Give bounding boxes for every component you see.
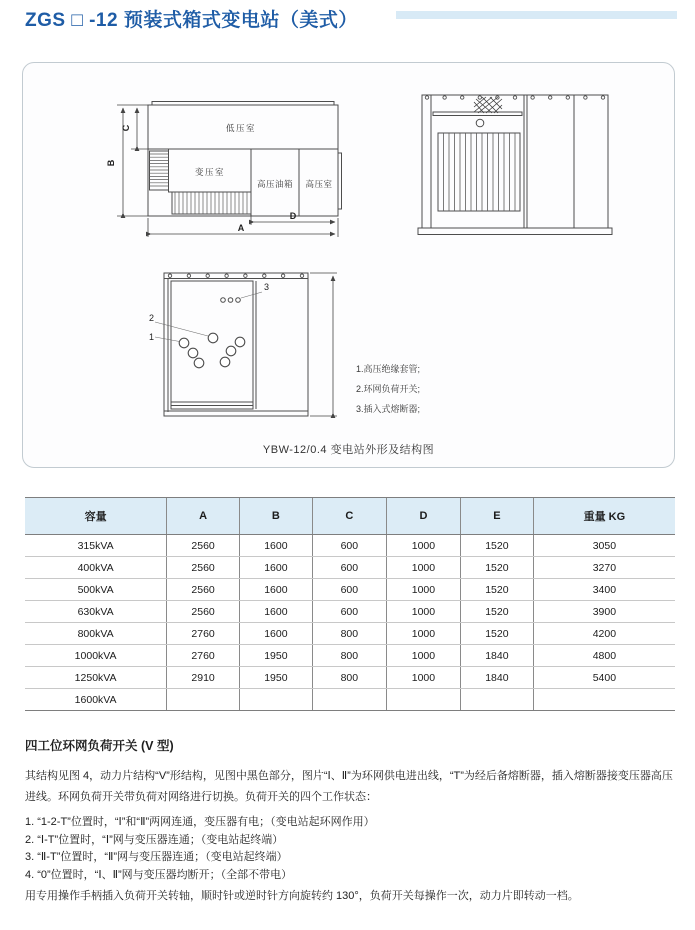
list-item: 2. “Ⅰ-T”位置时，“Ⅰ”网与变压器连通；（变电站起终端） [25,833,284,846]
section-heading: 四工位环网负荷开关 (V 型) [25,739,174,753]
plan-view-drawing [101,87,351,247]
table-cell: 315kVA [25,535,167,557]
header-d: D [386,498,460,535]
header-capacity: 容量 [25,498,167,535]
table-cell: 800 [312,667,386,689]
table-cell: 1000 [386,579,460,601]
table-cell [167,689,240,711]
table-cell: 1600 [239,623,312,645]
table-cell: 2560 [167,601,240,623]
front-bolts [425,96,604,99]
table-cell: 2910 [167,667,240,689]
table-cell [460,689,533,711]
legend-item-bushing: 1.高压绝缘套管; [356,364,421,374]
legend-item-fuse: 3.插入式熔断器; [356,404,421,414]
table-cell: 2560 [167,579,240,601]
header-b: B [239,498,312,535]
header-e: E [460,498,533,535]
table-cell: 1000 [386,623,460,645]
page-title: ZGS □ -12 预装式箱式变电站（美式） [25,10,358,31]
fuse-holes [221,298,241,303]
callout-3: 3 [264,282,270,292]
table-cell: 500kVA [25,579,167,601]
table-cell: 600 [312,535,386,557]
table-cell: 2760 [167,623,240,645]
table-cell: 5400 [533,667,675,689]
table-row [25,601,675,623]
header-weight: 重量 KG [533,498,675,535]
front-louver-grille [438,133,520,211]
table-cell: 4200 [533,623,675,645]
table-cell: 1950 [239,645,312,667]
dim-label-a: A [237,223,245,233]
front-rail [433,112,522,116]
legend-item-switch: 2.环网负荷开关; [356,384,421,394]
table-cell: 1600 [239,557,312,579]
front-view-drawing [414,87,618,247]
table-cell: 1000 [386,557,460,579]
table-cell [386,689,460,711]
room-label-transformer: 变压室 [194,167,226,177]
table-cell: 1000kVA [25,645,167,667]
table-cell: 800kVA [25,623,167,645]
table-cell: 800 [312,645,386,667]
table-cell: 3270 [533,557,675,579]
dim-label-d: D [289,211,297,221]
table-cell [312,689,386,711]
room-label-low-voltage: 低压室 [225,123,257,133]
table-cell: 600 [312,601,386,623]
table-row [25,557,675,579]
dimension-table [25,497,675,711]
table-row [25,645,675,667]
table-row [25,689,675,711]
table-row [25,535,675,557]
table-cell: 600 [312,557,386,579]
header-c: C [312,498,386,535]
structure-view-drawing [144,265,346,423]
table-cell: 1950 [239,667,312,689]
table-cell: 1840 [460,667,533,689]
table-cell: 1840 [460,645,533,667]
table-cell: 800 [312,623,386,645]
callout-2: 2 [149,313,155,323]
table-cell: 1520 [460,601,533,623]
table-row [25,667,675,689]
table-cell: 1600kVA [25,689,167,711]
header-a: A [167,498,240,535]
table-cell: 600 [312,579,386,601]
table-cell: 400kVA [25,557,167,579]
table-cell: 1600 [239,579,312,601]
table-cell: 3050 [533,535,675,557]
dim-label-c: C [121,124,131,132]
figure-legend [356,359,420,419]
table-row [25,623,675,645]
figure-panel [22,62,675,468]
table-cell: 2560 [167,557,240,579]
front-base [418,228,612,235]
bushing-holes [179,333,245,368]
table-cell: 1250kVA [25,667,167,689]
table-cell: 4800 [533,645,675,667]
list-item: 3. “Ⅱ-T”位置时，“Ⅱ”网与变压器连通；（变电站起终端） [25,851,288,863]
table-header-row [25,498,675,535]
working-states-list [25,814,677,884]
table-cell: 630kVA [25,601,167,623]
section-intro: 其结构见图 4，动力片结构“V”形结构，见图中黑色部分，图片“Ⅰ、Ⅱ”为环网供电进出线，“T”为经后备熔断器，插入熔断器接变压器高压进线。环网负荷开关带负荷对网络进行切换。负荷开关的四个工作状态： [25,770,673,803]
section-footer: 用专用操作手柄插入负荷开关转轴，顺时针或逆时针方向旋转约 130°，负荷开关每操作一次，动力片即转动一档。 [25,890,579,902]
table-cell: 1000 [386,535,460,557]
table-cell: 1520 [460,557,533,579]
table-cell: 3900 [533,601,675,623]
table-cell: 2560 [167,535,240,557]
table-cell: 1000 [386,601,460,623]
title-accent-bar [396,11,677,19]
front-knob [476,119,484,127]
table-cell: 3400 [533,579,675,601]
table-cell: 2760 [167,645,240,667]
table-cell: 1520 [460,535,533,557]
table-cell: 1520 [460,623,533,645]
list-item: 4. “0”位置时，“Ⅰ、Ⅱ”网与变压器均断开；（全部不带电） [25,868,293,881]
plan-roof [152,102,334,106]
table-cell: 1520 [460,579,533,601]
plan-right-tab [338,153,342,209]
room-label-hv: 高压室 [305,179,333,189]
table-cell: 1000 [386,667,460,689]
room-label-hv-oil-tank: 高压油箱 [256,179,294,189]
table-cell: 1000 [386,645,460,667]
figure-caption: YBW-12/0.4 变电站外形及结构图 [262,444,435,456]
callout-1: 1 [149,332,155,342]
table-cell: 1600 [239,535,312,557]
structure-bolts [168,274,303,277]
table-cell [239,689,312,711]
dim-label-b: B [106,159,116,167]
list-item: 1. “1-2-T”位置时，“Ⅰ”和“Ⅱ”两网连通，变压器有电；（变电站起环网作用） [25,816,375,828]
switch-section [25,736,677,905]
table-cell: 1600 [239,601,312,623]
table-cell [533,689,675,711]
table-row [25,579,675,601]
